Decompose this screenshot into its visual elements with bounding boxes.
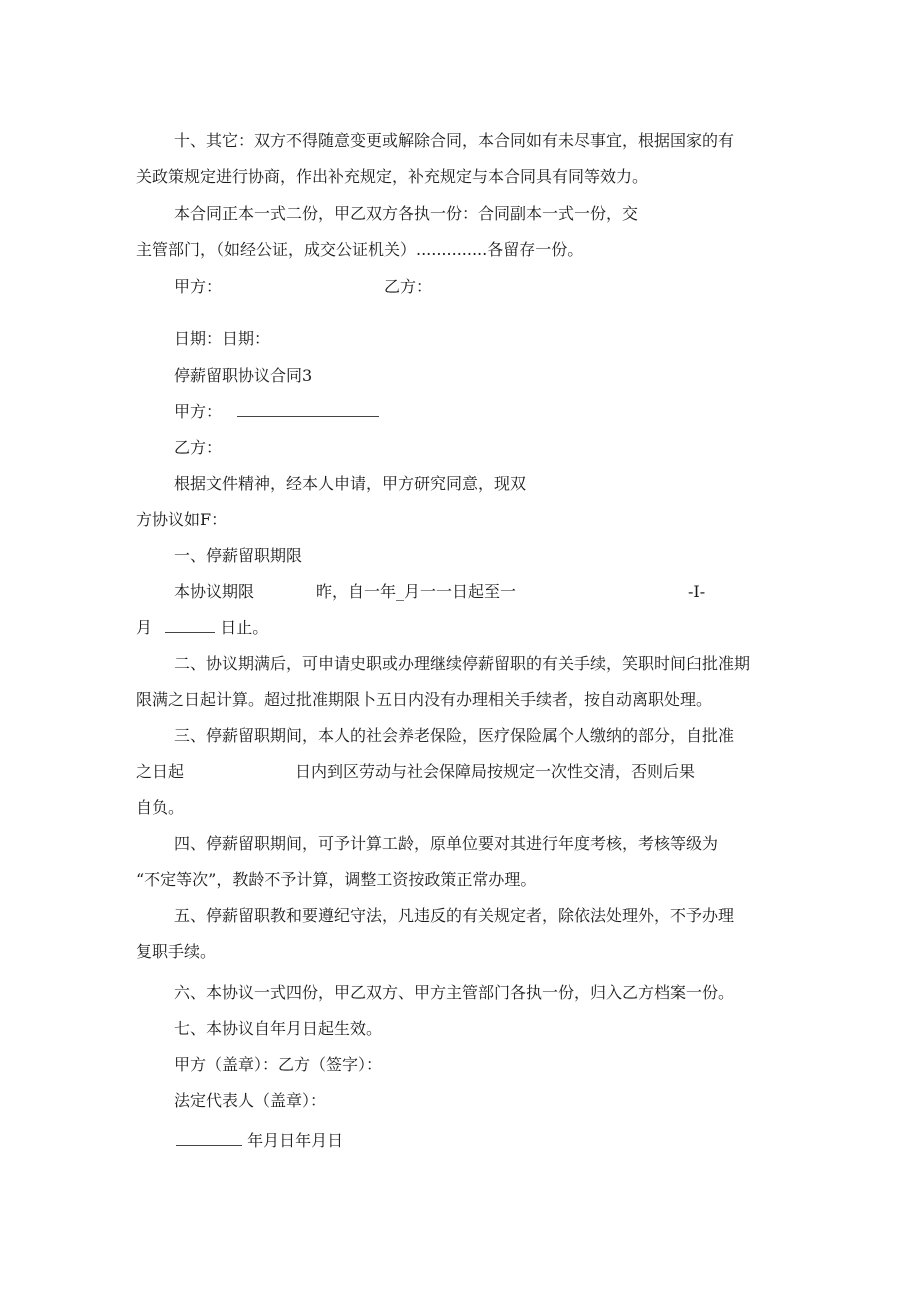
party-a-label-2: 甲方：: [174, 402, 223, 421]
party-a-line: [174, 402, 379, 422]
final-date-blank: [176, 1131, 242, 1146]
clause-7: 七、本协议自年月日起生效。: [174, 1019, 383, 1038]
clause-2-line-2: 限满之日起计算。超过批准期限卜五日内没有办理相关手续者，按自动离职处理。: [136, 690, 713, 709]
copies-line-2: 主管部门，（如经公证，成交公证机关）..............各留存一份。: [136, 240, 584, 259]
clause-3-line-3: 自负。: [136, 798, 185, 817]
clause-10-line-1: 十、其它：双方不得随意变更或解除合同，本合同如有未尽事宜，根据国家的有: [174, 131, 735, 150]
term-end-line: [136, 618, 268, 638]
signature-line: 甲方（盖章）：乙方（签字）：: [174, 1055, 383, 1074]
clause-10-line-2: 关政策规定进行协商，作出补充规定，补充规定与本合同具有同等效力。: [136, 167, 649, 186]
date-line: 日期：日期：: [174, 329, 271, 348]
clause-3-line-2a: 之日起: [136, 762, 185, 781]
clause-6: 六、本协议一式四份，甲乙双方、甲方主管部门各执一份，归入乙方档案一份。: [174, 983, 735, 1002]
clause-3-line-2b: 日内到区劳动与社会保障局按规定一次性交清，否则后果: [295, 762, 696, 781]
clause-5-line-2: 复职手续。: [136, 942, 217, 961]
term-mark: -I-: [688, 582, 706, 601]
clause-5-line-1: 五、停薪留职教和要遵纪守法，凡违反的有关规定者，除依法处理外，不予办理: [174, 906, 735, 925]
section-1-heading: 一、停薪留职期限: [174, 546, 303, 565]
intro-line-2: 方协议如F：: [136, 510, 228, 529]
term-end-text: 日止。: [220, 618, 269, 637]
contract-title: 停薪留职协议合同3: [174, 366, 313, 385]
clause-4-line-1: 四、停薪留职期间，可予计算工龄，原单位要对其进行年度考核，考核等级为: [174, 834, 719, 853]
final-date-line: [176, 1131, 343, 1151]
party-a-label: 甲方：: [174, 277, 223, 296]
legal-rep-line: 法定代表人（盖章）：: [174, 1091, 327, 1110]
term-label: 本协议期限: [174, 582, 255, 601]
month-label: 月: [136, 618, 153, 637]
clause-2-line-1: 二、协议期满后，可申请史职或办理继续停薪留职的有关手续，笑职时间臼批准期: [174, 654, 751, 673]
term-dates: 昨，自一年_月一一日起至一: [316, 582, 517, 601]
clause-4-line-2: “不定等次”，教龄不予计算，调整工资按政策正常办理。: [136, 870, 537, 889]
copies-line-1: 本合同正本一式二份，甲乙双方各执一份：合同副本一式一份，交: [174, 204, 639, 223]
final-date-text: 年月日年月日: [247, 1131, 344, 1150]
intro-line-1: 根据文件精神，经本人申请，甲方研究同意，现双: [174, 474, 527, 493]
party-b-label: 乙方：: [384, 277, 433, 296]
party-a-blank: [237, 402, 379, 417]
party-b-label-2: 乙方：: [174, 438, 223, 457]
day-blank: [165, 618, 215, 633]
clause-3-line-1: 三、停薪留职期间，本人的社会养老保险，医疗保险属个人缴纳的部分，自批准: [174, 726, 735, 745]
